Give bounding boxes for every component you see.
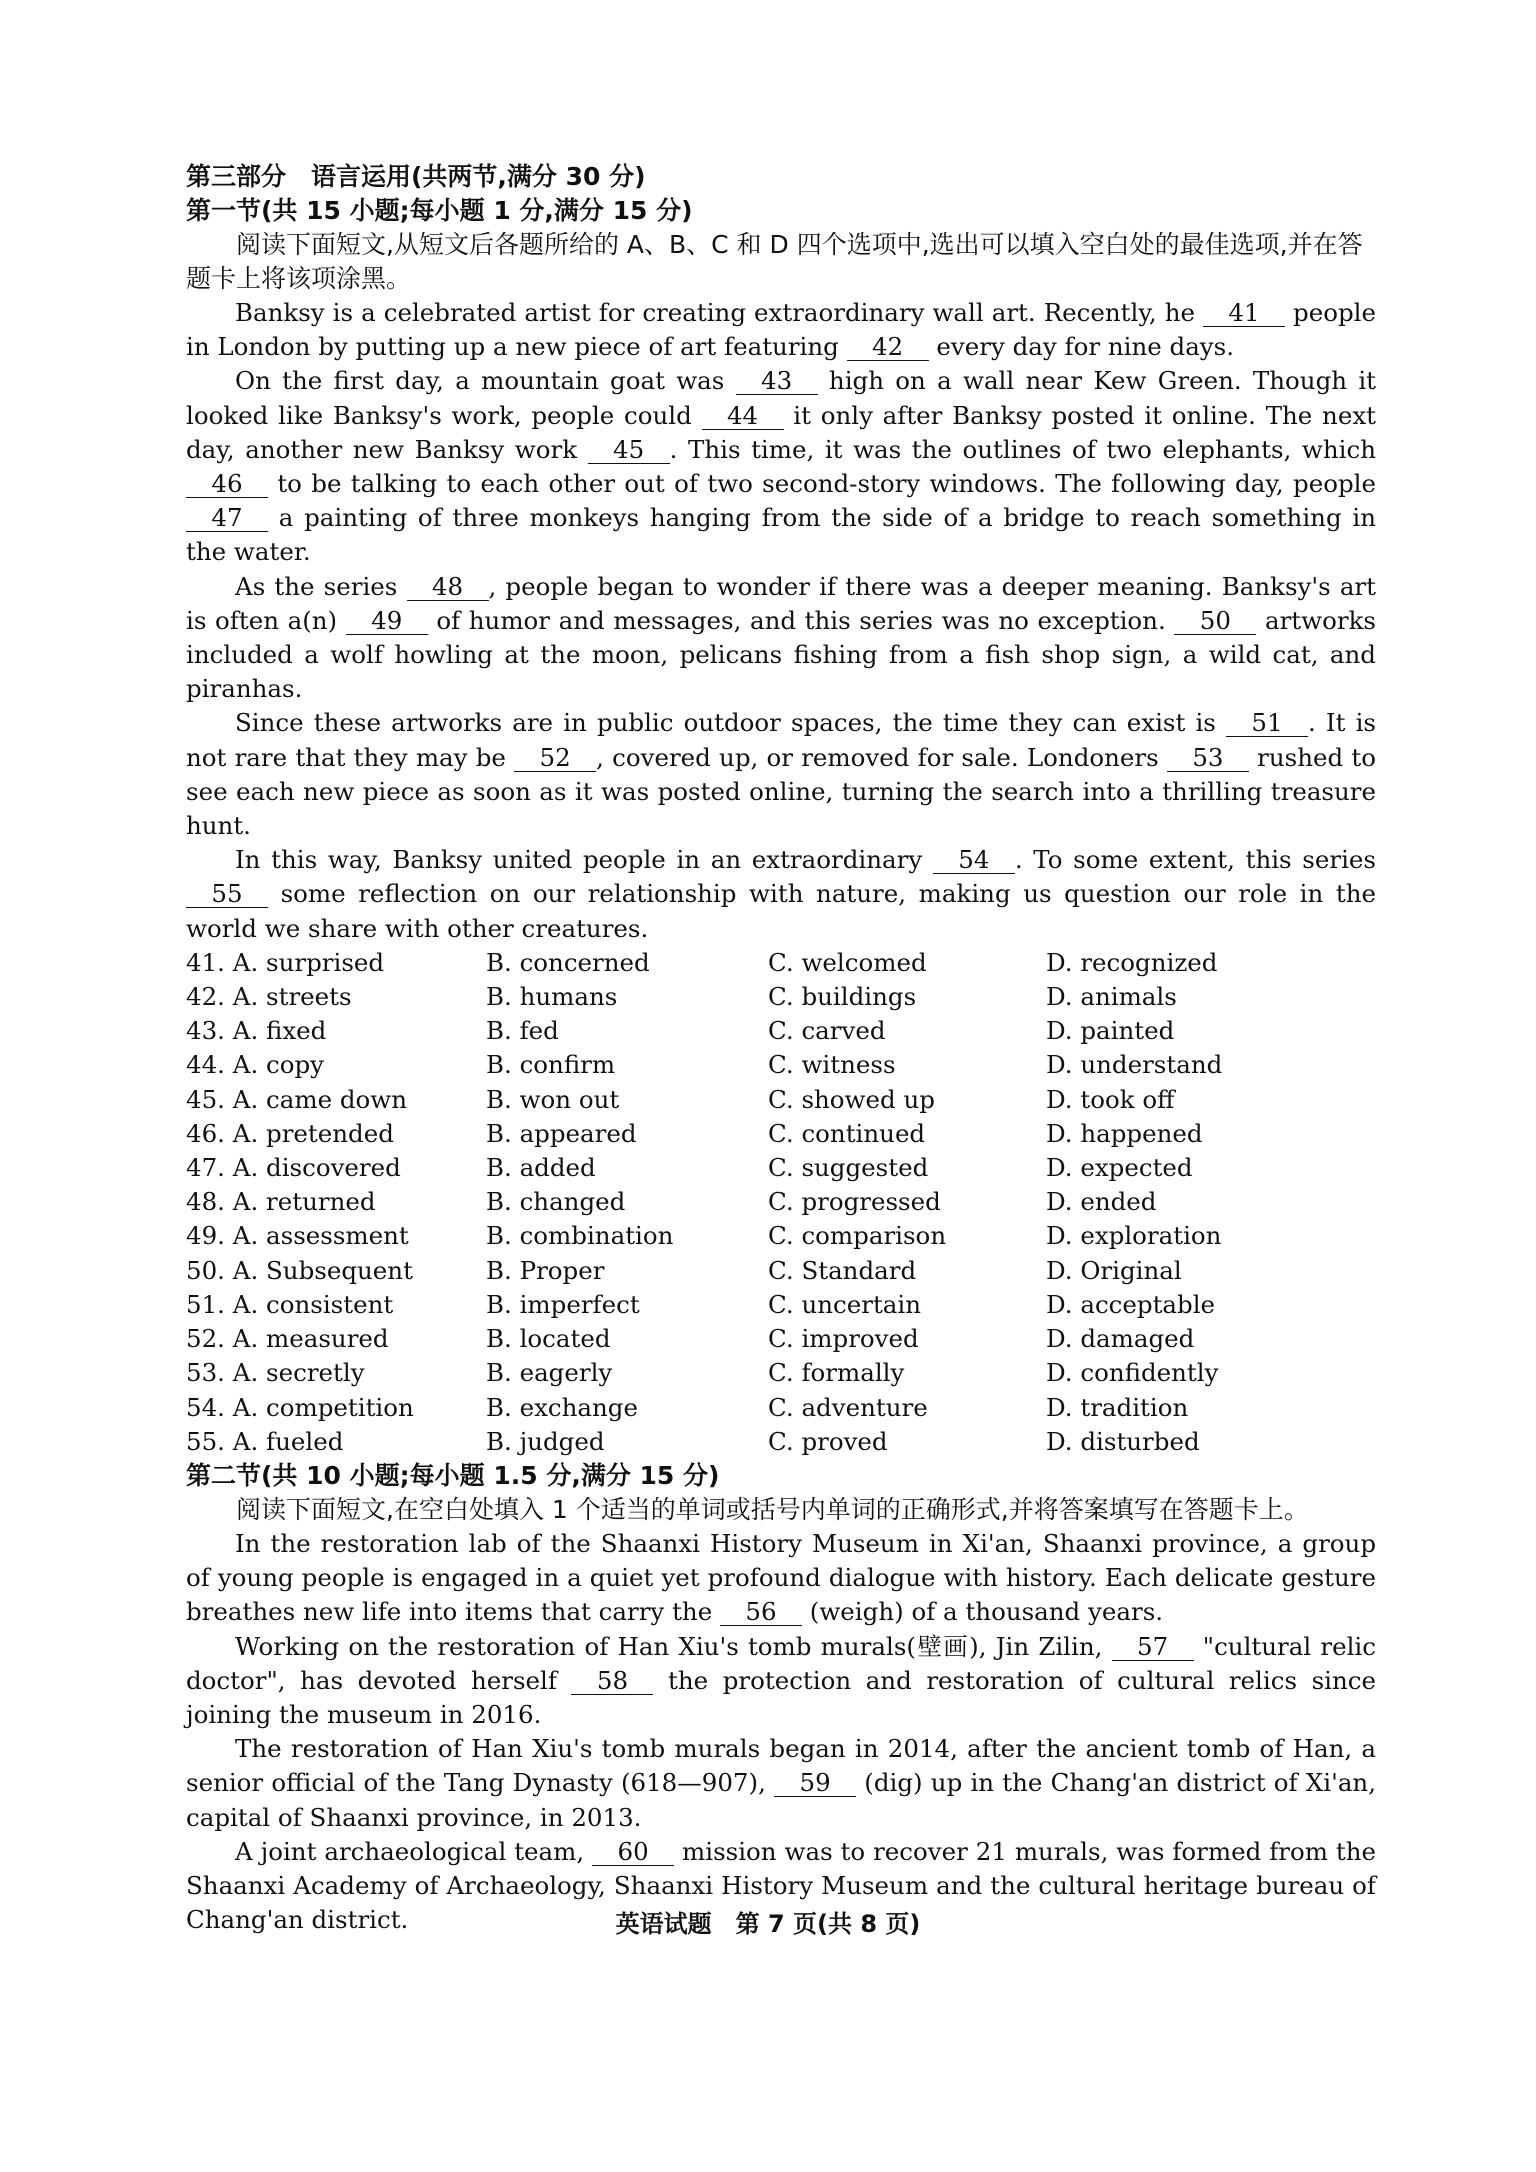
answer-blank: 53 <box>1167 745 1249 772</box>
option-choice: D. damaged <box>1046 1324 1195 1354</box>
option-row <box>186 1425 1376 1459</box>
option-choice: D. exploration <box>1046 1221 1222 1251</box>
passage-text: Banksy is a celebrated artist for creating extraordinary wall art. Recently, he <box>235 298 1204 327</box>
passage-text: On the first day, a mountain goat was <box>235 366 736 396</box>
passage-text: In the restoration lab of the Shaanxi History Museum in Xi'an, Shaanxi province, a group of young people is engaged in a quiet yet profound dialogue with history. Each delicate gesture breathes new life into items that carry the <box>186 1528 1376 1627</box>
option-choice: B. humans <box>486 982 618 1012</box>
option-choice: B. changed <box>486 1187 626 1217</box>
option-choice: D. Original <box>1046 1255 1182 1285</box>
option-choice: D. acceptable <box>1046 1289 1216 1319</box>
option-choice: D. ended <box>1046 1187 1157 1217</box>
passage-text: , covered up, or removed for sale. Londoners <box>596 742 1167 772</box>
option-choice: 43. A. fixed <box>186 1016 327 1046</box>
passage-text: people in London by putting up a new piece of art featuring <box>186 298 1376 362</box>
option-choice: C. uncertain <box>768 1289 922 1319</box>
section1-title: 第一节(共 15 小题;每小题 1 分,满分 15 分) <box>186 196 693 225</box>
passage-text: a painting of three monkeys hanging from the side of a bridge to reach something in the water. <box>186 503 1376 567</box>
option-choice: C. continued <box>768 1118 926 1148</box>
option-choice: 45. A. came down <box>186 1084 408 1114</box>
option-choice: C. welcomed <box>768 947 927 977</box>
option-choice: 55. A. fueled <box>186 1426 344 1456</box>
option-choice: 54. A. competition <box>186 1392 414 1422</box>
option-row <box>186 980 1376 1014</box>
passage-text: . To some extent, this series <box>1014 845 1376 875</box>
option-row <box>186 1391 1376 1425</box>
passage-text: A joint archaeological team, <box>235 1836 593 1866</box>
answer-blank: 44 <box>702 403 784 430</box>
passage-text: the protection and restoration of cultural relics since joining the museum in 2016. <box>186 1665 1376 1729</box>
option-choice: D. disturbed <box>1046 1426 1200 1456</box>
option-choice: C. suggested <box>768 1153 929 1183</box>
option-row <box>186 1014 1376 1048</box>
option-choice: 50. A. Subsequent <box>186 1255 413 1285</box>
option-row <box>186 1219 1376 1253</box>
option-choice: C. formally <box>768 1358 905 1388</box>
option-row <box>186 1151 1376 1185</box>
answer-blank: 51 <box>1226 710 1308 737</box>
passage-text: it only after Banksy posted it online. The next day, another new Banksy work <box>186 400 1376 464</box>
option-choice: B. confirm <box>486 1050 616 1080</box>
passage-text: , people began to wonder if there was a deeper meaning. Banksy's art is often a(n) <box>186 571 1376 635</box>
option-choice: B. judged <box>486 1426 605 1456</box>
option-choice: D. animals <box>1046 982 1177 1012</box>
option-choice: B. added <box>486 1153 596 1183</box>
passage-text: . It is not rare that they may be <box>186 708 1376 772</box>
passage-text: rushed to see each new piece as soon as it was posted online, turning the search into a thrilling treasure hunt. <box>186 742 1376 841</box>
option-choice: 44. A. copy <box>186 1050 325 1080</box>
option-choice: B. fed <box>486 1016 559 1046</box>
option-choice: B. appeared <box>486 1118 637 1148</box>
section2-passage <box>186 1527 1376 1937</box>
passage-paragraph <box>186 570 1376 707</box>
passage-text: (weigh) of a thousand years. <box>801 1597 1164 1627</box>
passage-paragraph <box>186 1732 1376 1835</box>
page-footer: 英语试题 第 7 页(共 8 页) <box>615 1910 921 1938</box>
passage-paragraph <box>186 364 1376 569</box>
option-choice: D. painted <box>1046 1016 1175 1046</box>
answer-blank: 45 <box>588 437 670 464</box>
option-choice: B. exchange <box>486 1392 638 1422</box>
answer-blank: 41 <box>1203 300 1285 327</box>
option-row <box>186 1185 1376 1219</box>
passage-text: In this way, Banksy united people in an extraordinary <box>235 845 933 875</box>
answer-blank: 56 <box>720 1599 802 1626</box>
passage-text: of humor and messages, and this series was no exception. <box>427 605 1175 635</box>
option-choice: 48. A. returned <box>186 1187 376 1217</box>
option-choice: C. comparison <box>768 1221 947 1251</box>
answer-blank: 42 <box>847 334 929 361</box>
option-row <box>186 946 1376 980</box>
option-choice: C. progressed <box>768 1187 941 1217</box>
option-choice: 51. A. consistent <box>186 1289 394 1319</box>
option-choice: B. Proper <box>486 1255 605 1285</box>
option-choice: B. imperfect <box>486 1289 640 1319</box>
passage-text: some reflection on our relationship with nature, making us question our role in the world we share with other creatures. <box>186 879 1376 943</box>
option-choice: D. happened <box>1046 1118 1203 1148</box>
answer-blank: 54 <box>933 847 1015 874</box>
section2-title: 第二节(共 10 小题;每小题 1.5 分,满分 15 分) <box>186 1460 720 1490</box>
option-choice: 52. A. measured <box>186 1324 389 1354</box>
answer-blank: 59 <box>774 1770 856 1797</box>
option-row <box>186 1048 1376 1082</box>
passage-text: . This time, it was the outlines of two elephants, which <box>669 434 1376 464</box>
option-choice: 49. A. assessment <box>186 1221 409 1251</box>
passage-text: every day for nine days. <box>928 332 1235 362</box>
answer-blank: 49 <box>346 608 428 635</box>
passage-paragraph <box>186 1630 1376 1733</box>
passage-text: Since these artworks are in public outdoor spaces, the time they can exist is <box>235 708 1226 738</box>
option-choice: B. won out <box>486 1084 620 1114</box>
part-title: 第三部分 语言运用(共两节,满分 30 分) <box>186 162 646 191</box>
passage-paragraph <box>186 706 1376 843</box>
section1-passage <box>186 296 1376 946</box>
option-row <box>186 1254 1376 1288</box>
passage-paragraph <box>186 296 1376 364</box>
option-choice: C. buildings <box>768 982 917 1012</box>
option-choice: D. confidently <box>1046 1358 1219 1388</box>
option-choice: 42. A. streets <box>186 982 352 1012</box>
option-choice: 41. A. surprised <box>186 947 385 977</box>
option-choice: C. carved <box>768 1016 886 1046</box>
option-row <box>186 1356 1376 1390</box>
option-choice: C. improved <box>768 1324 919 1354</box>
option-choice: B. eagerly <box>486 1358 613 1388</box>
passage-text: mission was to recover 21 murals, was formed from the Shaanxi Academy of Archaeology, Shaanxi History Museum and the cultural heritage bureau of Chang'an district. <box>186 1836 1376 1935</box>
passage-text: artworks included a wolf howling at the moon, pelicans fishing from a fish shop sign, a wild cat, and piranhas. <box>186 605 1377 704</box>
option-choice: C. showed up <box>768 1084 935 1114</box>
answer-blank: 58 <box>571 1668 653 1695</box>
answer-blank: 47 <box>186 505 268 532</box>
section1-instruction: 阅读下面短文,从短文后各题所给的 A、B、C 和 D 四个选项中,选出可以填入空白处的最佳选项,并在答题卡上将该项涂黑。 <box>186 230 1363 293</box>
section2-instruction: 阅读下面短文,在空白处填入 1 个适当的单词或括号内单词的正确形式,并将答案填写在答题卡上。 <box>236 1494 1309 1524</box>
option-row <box>186 1322 1376 1356</box>
passage-paragraph <box>186 843 1376 946</box>
option-row <box>186 1288 1376 1322</box>
passage-text: "cultural relic doctor", has devoted herself <box>186 1631 1376 1695</box>
answer-blank: 43 <box>736 368 818 395</box>
passage-text: high on a wall near Kew Green. Though it looked like Banksy's work, people could <box>186 366 1376 430</box>
passage-text: The restoration of Han Xiu's tomb murals began in 2014, after the ancient tomb of Han, a senior official of the Tang Dynasty (618—907), <box>186 1734 1376 1798</box>
option-choice: C. adventure <box>768 1392 928 1422</box>
passage-paragraph <box>186 1527 1376 1630</box>
answer-blank: 48 <box>407 574 489 601</box>
option-choice: D. tradition <box>1046 1392 1189 1422</box>
option-choice: 46. A. pretended <box>186 1118 394 1148</box>
option-choice: D. recognized <box>1046 947 1218 977</box>
option-choice: D. took off <box>1046 1084 1175 1114</box>
answer-blank: 57 <box>1112 1634 1194 1661</box>
option-choice: D. expected <box>1046 1153 1193 1183</box>
option-choice: B. combination <box>486 1221 674 1251</box>
option-row <box>186 1117 1376 1151</box>
section1-options <box>186 946 1376 1459</box>
option-choice: C. proved <box>768 1426 888 1456</box>
option-choice: B. located <box>486 1324 611 1354</box>
passage-text: Working on the restoration of Han Xiu's tomb murals(壁画), Jin Zilin, <box>235 1631 1112 1661</box>
option-choice: B. concerned <box>486 947 650 977</box>
answer-blank: 50 <box>1174 608 1256 635</box>
exam-page <box>186 160 1376 1937</box>
answer-blank: 52 <box>514 745 596 772</box>
option-choice: 53. A. secretly <box>186 1358 365 1388</box>
option-row <box>186 1083 1376 1117</box>
option-choice: C. witness <box>768 1050 896 1080</box>
option-choice: C. Standard <box>768 1255 917 1285</box>
passage-text: to be talking to each other out of two second-story windows. The following day, people <box>268 469 1376 499</box>
option-choice: 47. A. discovered <box>186 1153 401 1183</box>
answer-blank: 60 <box>592 1839 674 1866</box>
answer-blank: 46 <box>186 471 268 498</box>
answer-blank: 55 <box>186 881 268 908</box>
option-choice: D. understand <box>1046 1050 1223 1080</box>
passage-text: As the series <box>235 571 407 601</box>
passage-text: (dig) up in the Chang'an district of Xi'an, capital of Shaanxi province, in 2013. <box>186 1768 1376 1832</box>
